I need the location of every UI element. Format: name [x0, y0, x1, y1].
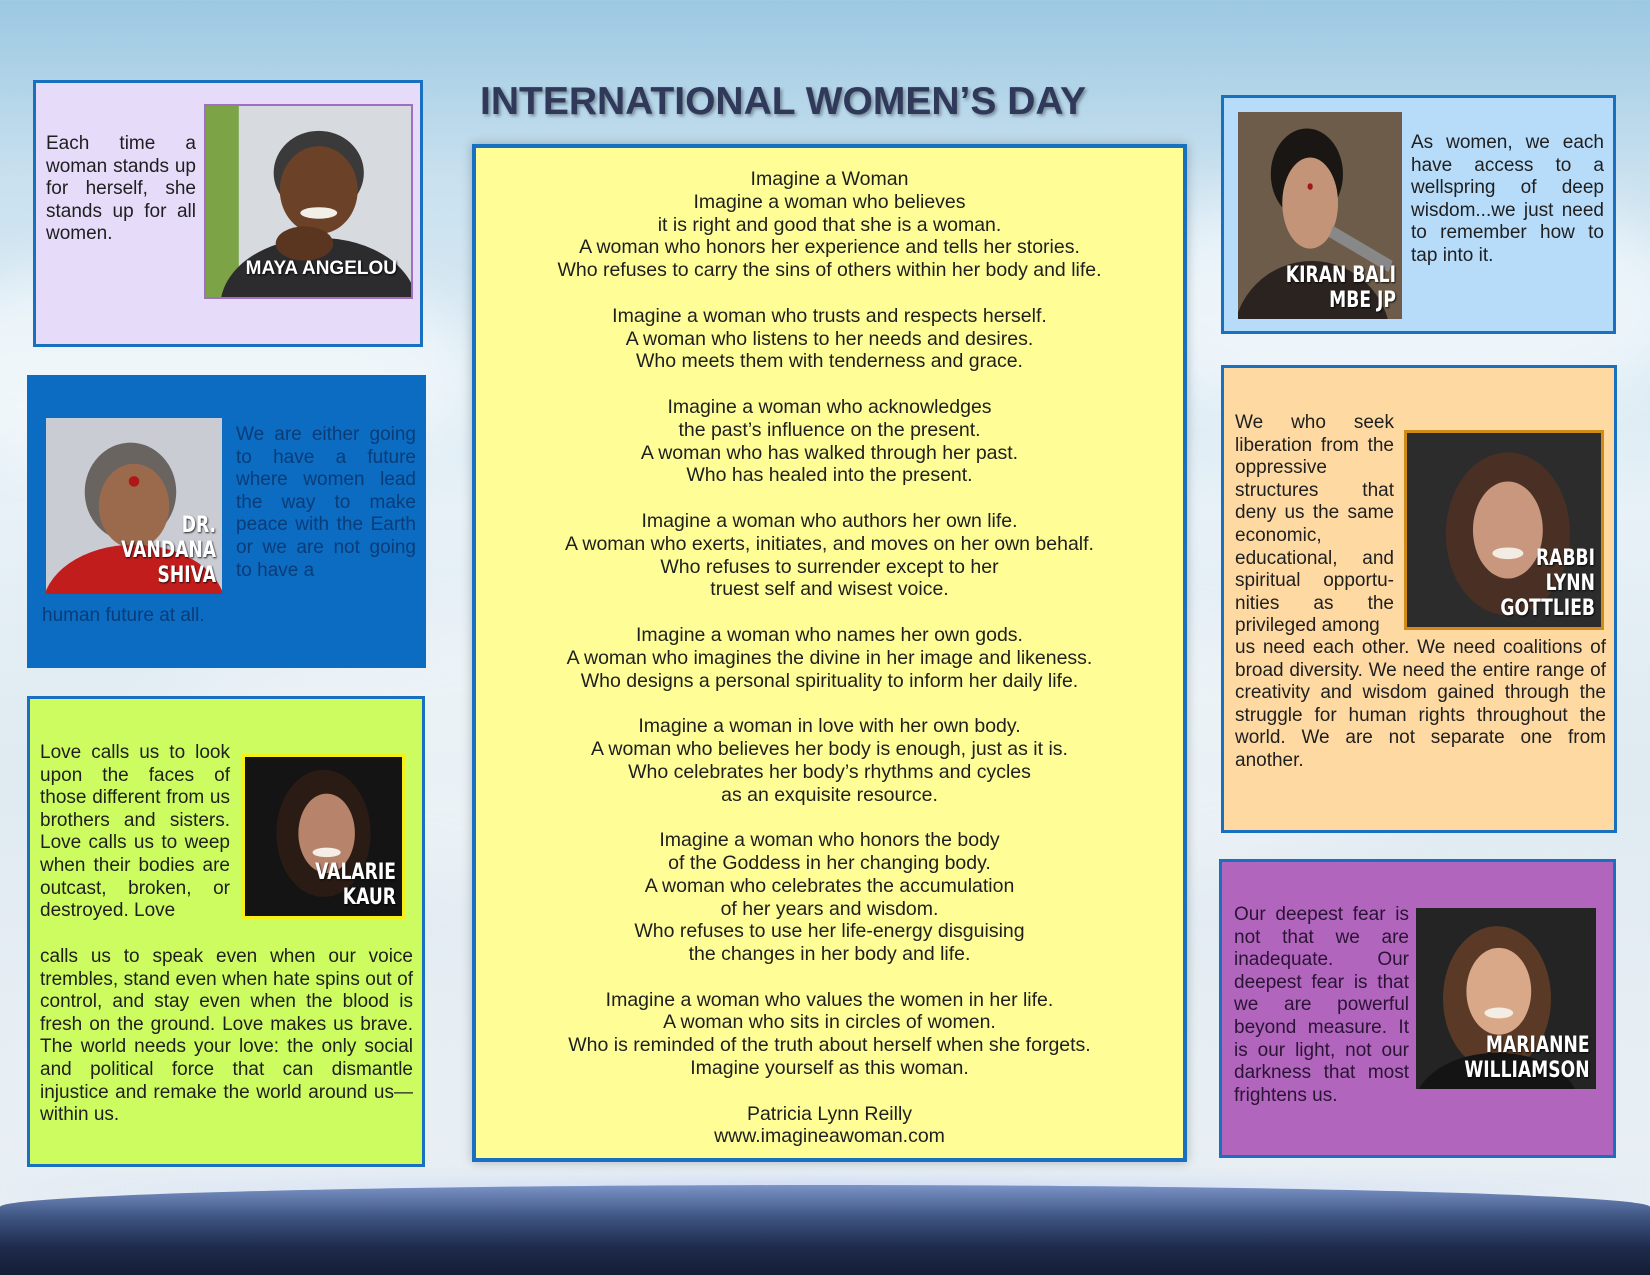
poem-line: Who refuses to carry the sins of others within her body and life.	[557, 259, 1102, 282]
poem-line: A woman who exerts, initiates, and moves on her own behalf.	[565, 532, 1094, 555]
poem-line: truest self and wisest voice.	[710, 578, 949, 601]
page-title: INTERNATIONAL WOMEN’S DAY	[480, 80, 1086, 123]
poem-line: Who celebrates her body’s rhythms and cycles	[628, 760, 1031, 783]
poem-line: Who is reminded of the truth about herself when she forgets.	[568, 1034, 1091, 1057]
valarie-kaur-name: VALARIE KAUR	[315, 860, 396, 910]
poem-stanza	[476, 715, 1183, 806]
poem-line: Who meets them with tenderness and grace.	[636, 350, 1023, 373]
poem-line: A woman who sits in circles of women.	[663, 1011, 996, 1034]
valarie-kaur-quote-end: calls us to speak even when our voice trembles, stand even when hate spins out of control, and stay even when the blood is fresh on the ground. Love makes us brave. The world needs your love: the only social and political force that can dismantle injustice and remake the world around us—within us.	[40, 946, 413, 1126]
vandana-shiva-quote-box	[27, 375, 426, 668]
poem-stanza	[476, 168, 1183, 282]
poem-stanza	[476, 829, 1183, 966]
poem-stanza	[476, 510, 1183, 601]
lynn-gottlieb-photo	[1404, 430, 1604, 630]
poem-line: Who designs a personal spirituality to inform her daily life.	[580, 669, 1079, 692]
maya-angelou-quote: Each time a woman stands up for herself, she stands up for all women.	[46, 133, 196, 245]
vandana-shiva-photo	[46, 418, 222, 594]
kiran-bali-quote-box	[1221, 95, 1616, 334]
poem-line: of her years and wisdom.	[720, 897, 939, 920]
poem-line: of the Goddess in her changing body.	[668, 851, 991, 874]
poem-line: Imagine a woman who values the women in her life.	[605, 988, 1054, 1011]
poem-line: the past’s influence on the present.	[678, 418, 981, 441]
poem-line: Imagine a woman who names her own gods.	[636, 623, 1023, 646]
poem-line: Imagine a woman who acknowledges	[667, 395, 992, 418]
marianne-williamson-photo	[1416, 908, 1596, 1089]
poem-line: Who refuses to use her life-energy disguising	[634, 920, 1025, 943]
poem-stanza	[476, 1103, 1183, 1149]
poem-line: A woman who listens to her needs and desires.	[625, 327, 1034, 350]
poem-line: Who has healed into the present.	[686, 464, 973, 487]
poem-line: A woman who honors her experience and tells her stories.	[579, 236, 1080, 259]
maya-angelou-quote-box	[33, 80, 423, 347]
poem-line: A woman who believes her body is enough, just as it is.	[591, 737, 1068, 760]
poem-line: A woman who celebrates the accumulation	[644, 874, 1015, 897]
lynn-gottlieb-name: RABBI LYNN GOTTLIEB	[1500, 546, 1595, 621]
poem-line: Imagine a Woman	[750, 168, 909, 190]
poem-stanza	[476, 396, 1183, 487]
poem-line: A woman who has walked through her past.	[640, 441, 1019, 464]
poem-line: Imagine a woman who honors the body	[659, 829, 1000, 852]
lynn-gottlieb-quote-box	[1221, 365, 1617, 833]
poem-line: Imagine a woman who authors her own life.	[641, 509, 1018, 532]
poem-stanza	[476, 305, 1183, 373]
poem-line: www.imagineawoman.com	[714, 1125, 945, 1148]
lynn-gottlieb-quote-end: us need each other. We need coalitions of broad diversity. We need the entire range of creativity and wisdom gained through the struggle for human rights throughout the world. We are not separate one from another.	[1235, 637, 1606, 771]
poem-line: Imagine a woman who trusts and respects herself.	[612, 304, 1047, 327]
poem-line: A woman who imagines the divine in her image and likeness.	[566, 646, 1093, 669]
poem-line: Imagine a woman who believes	[693, 190, 966, 213]
poem-line: it is right and good that she is a woman.	[657, 213, 1002, 236]
kiran-bali-photo	[1238, 112, 1402, 319]
marianne-williamson-quote-box	[1219, 859, 1616, 1158]
poem-panel	[472, 144, 1187, 1162]
kiran-bali-quote: As women, we each have access to a wellspring of deep wisdom...we just need to remember how to tap into it.	[1411, 132, 1604, 266]
poem-line: Imagine a woman in love with her own body.	[638, 715, 1021, 738]
vandana-shiva-quote: We are either going to have a future where women lead the way to make peace with the Earth or we are not going to have a	[236, 424, 416, 581]
poem-line: Imagine yourself as this woman.	[690, 1057, 969, 1080]
poem-line: Who refuses to surrender except to her	[660, 555, 999, 578]
marianne-williamson-name: MARIANNE WILLIAMSON	[1464, 1033, 1590, 1083]
valarie-kaur-photo	[242, 754, 405, 919]
valarie-kaur-quote: Love calls us to look upon the faces of those different from us brothers and sisters. Love calls us to weep when their bodies are outcast, broken, or destroyed. Love	[40, 742, 230, 922]
poem-line: Patricia Lynn Reilly	[746, 1102, 913, 1125]
valarie-kaur-quote-box	[27, 696, 425, 1167]
bottom-band	[0, 1185, 1650, 1275]
maya-angelou-photo	[204, 104, 413, 299]
lynn-gottlieb-quote: We who seek liberation from the oppressive structures that deny us the same economic, educational, and spiritual opportu-nities as the privileged among	[1235, 412, 1394, 637]
poem-line: the changes in her body and life.	[688, 943, 971, 966]
poem-line: as an exquisite resource.	[721, 783, 938, 806]
kiran-bali-name: KIRAN BALI MBE JP	[1285, 263, 1396, 313]
vandana-shiva-name: DR. VANDANA SHIVA	[121, 513, 216, 588]
vandana-shiva-quote-end: human future at all.	[42, 605, 205, 626]
poem-stanza	[476, 989, 1183, 1080]
marianne-williamson-quote: Our deepest fear is not that we are inadequate. Our deepest fear is that we are powerful beyond measure. It is our light, not our darkness that most frightens us.	[1234, 904, 1409, 1106]
maya-angelou-name: MAYA ANGELOU	[245, 258, 397, 279]
poem-stanza	[476, 624, 1183, 692]
